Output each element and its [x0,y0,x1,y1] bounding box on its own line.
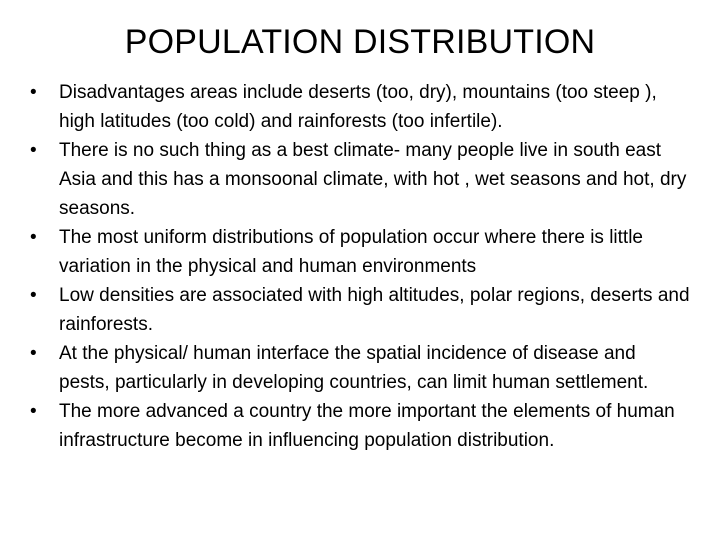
bullet-list [26,78,690,455]
bullet-dot-icon: • [30,285,37,306]
bullet-dot-icon: • [30,140,37,161]
bullet-text: There is no such thing as a best climate- many people live in south east Asia and this has a monsoonal climate, with hot , wet seasons and hot, dry seasons. [59,140,687,219]
bullet-text: Low densities are associated with high altitudes, polar regions, deserts and rainforests. [59,285,690,335]
bullet-dot-icon: • [30,343,37,364]
slide-title: POPULATION DISTRIBUTION [124,23,596,61]
bullet-text: Disadvantages areas include deserts (too, dry), mountains (too steep ), high latitudes (too cold) and rainforests (too infertile). [59,82,657,132]
bullet-item [26,223,690,281]
bullet-item [26,136,690,223]
bullet-item [26,339,690,397]
bullet-dot-icon: • [30,227,37,248]
bullet-item [26,78,690,136]
bullet-text: At the physical/ human interface the spatial incidence of disease and pests, particularly in developing countries, can limit human settlement. [59,343,649,393]
bullet-text: The most uniform distributions of population occur where there is little variation in the physical and human environments [59,227,643,277]
bullet-item [26,281,690,339]
bullet-text: The more advanced a country the more important the elements of human infrastructure become in influencing population distribution. [59,401,675,451]
bullet-dot-icon: • [30,401,37,422]
bullet-item [26,397,690,455]
bullet-dot-icon: • [30,82,37,103]
